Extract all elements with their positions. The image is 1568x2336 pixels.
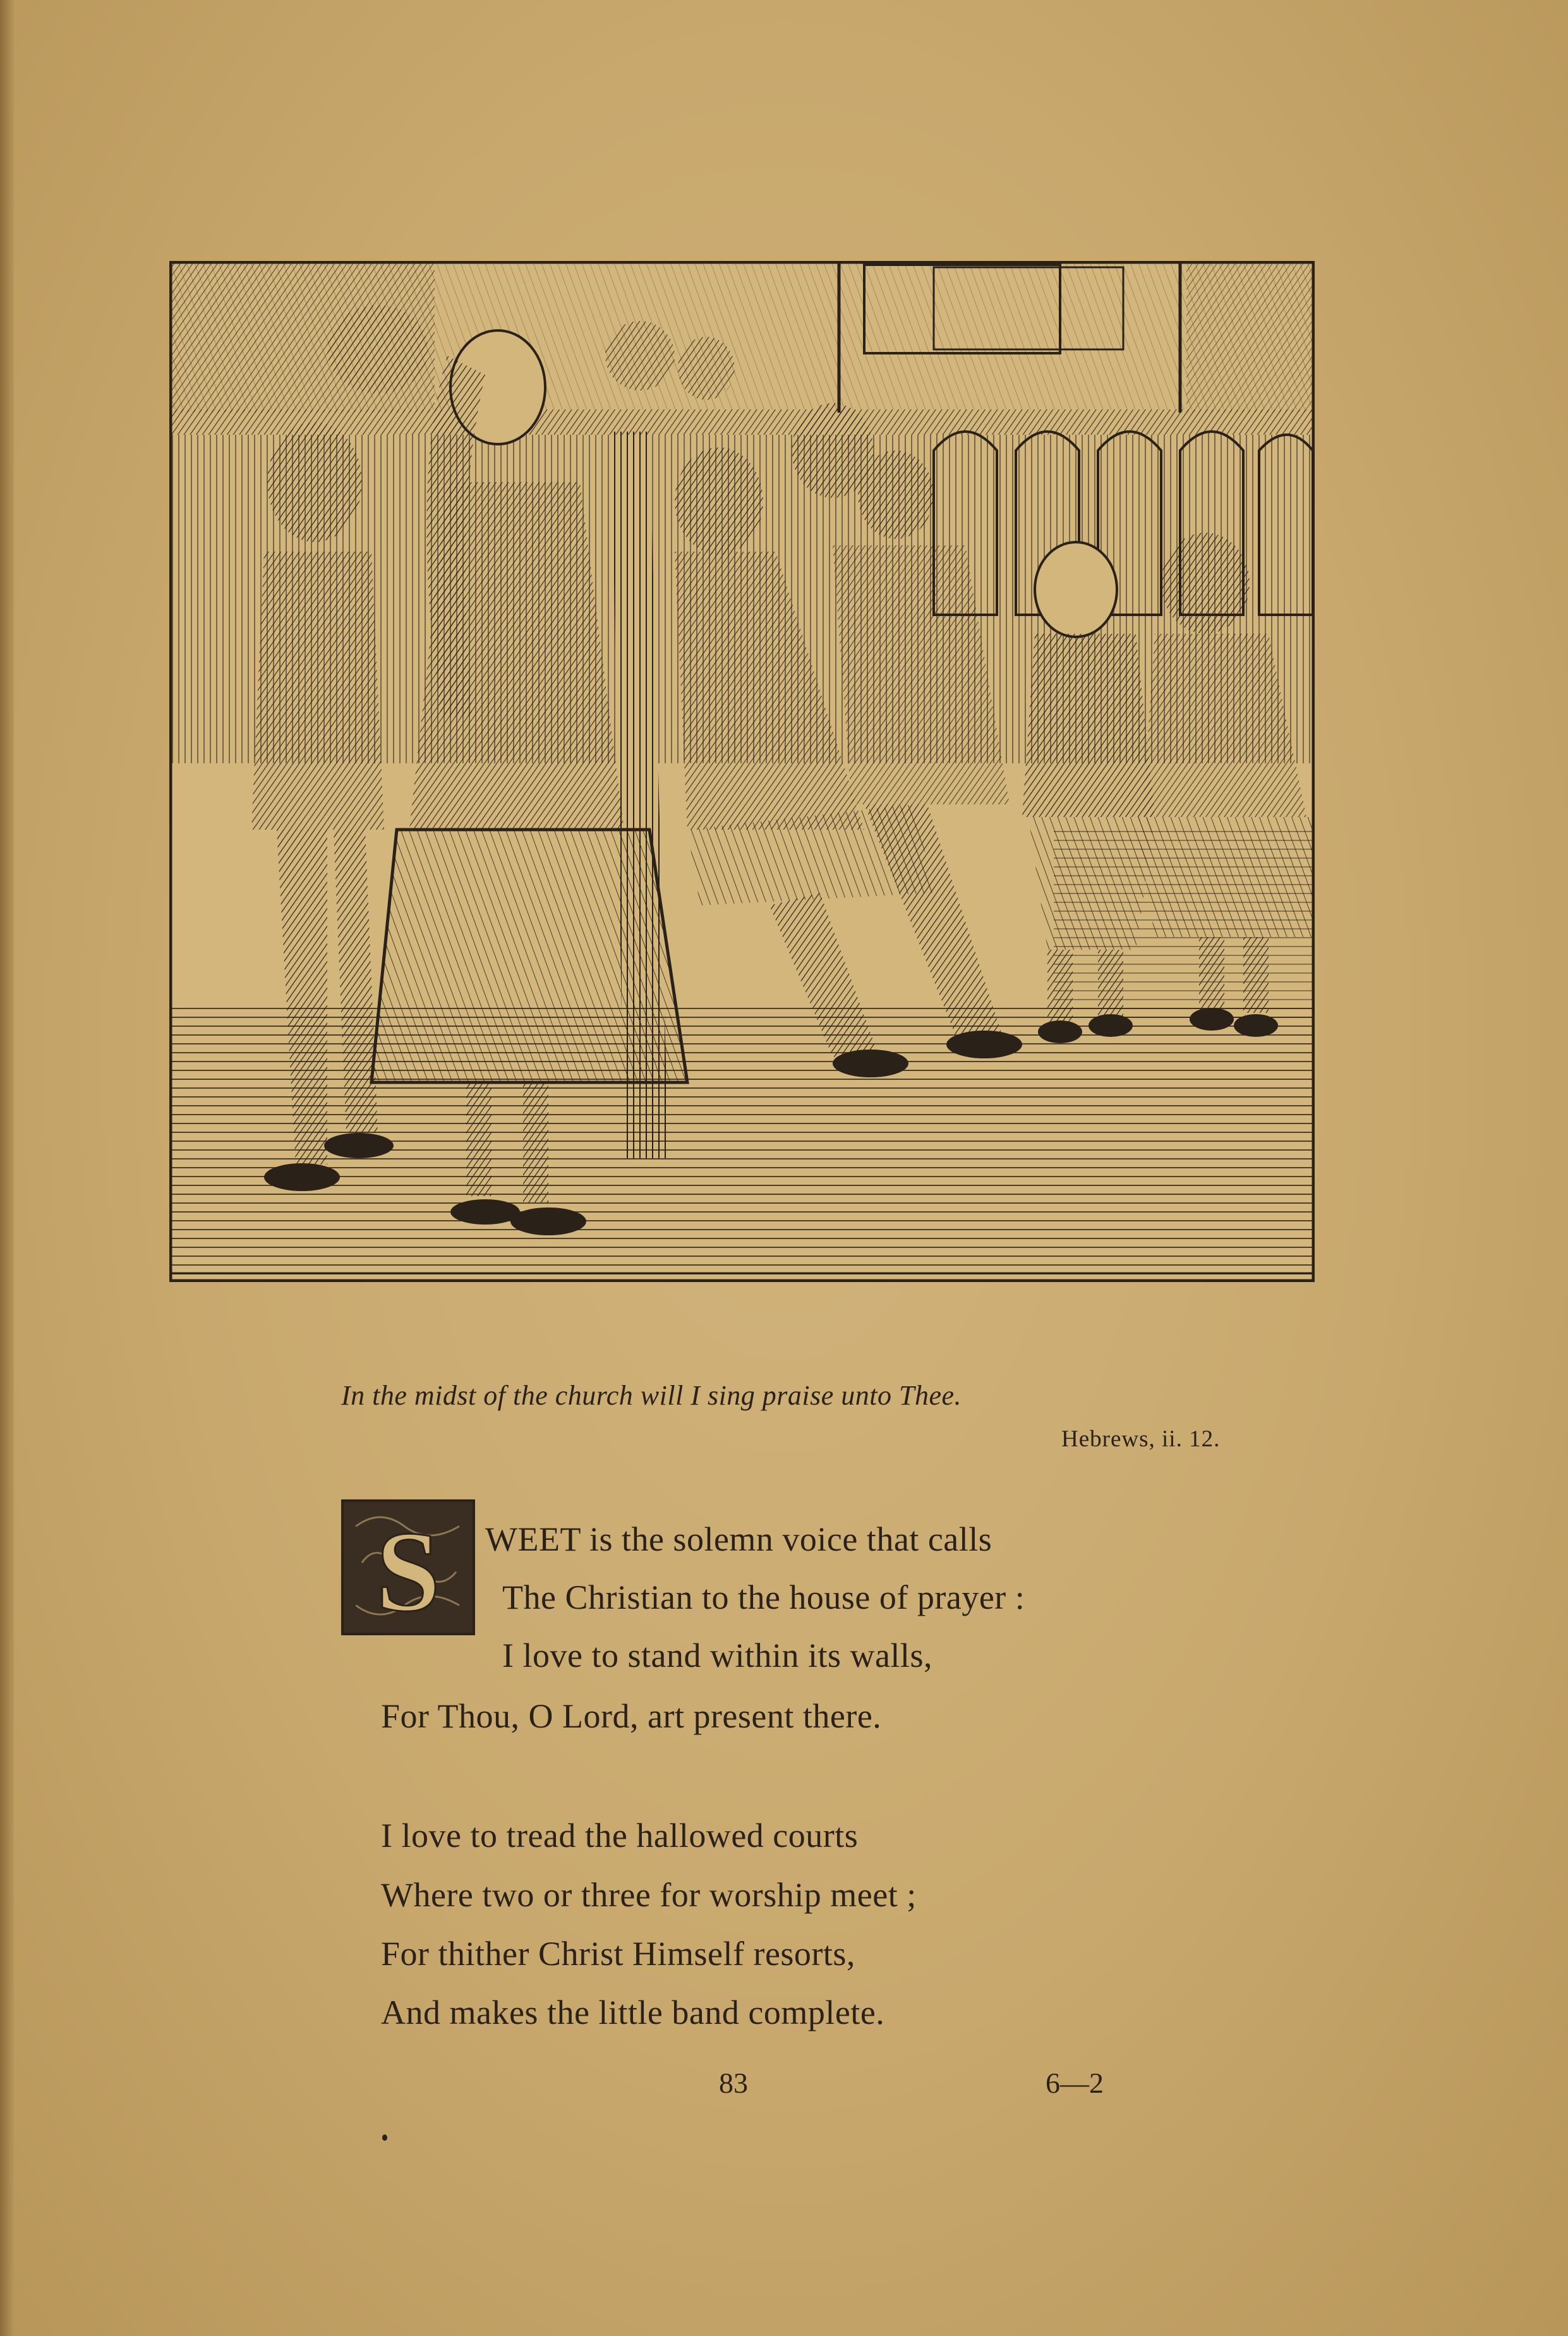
verse-line: For Thou, O Lord, art present there. — [381, 1697, 882, 1735]
ornamental-drop-cap — [341, 1499, 475, 1635]
scripture-citation: Hebrews, ii. 12. — [1061, 1426, 1221, 1452]
page-edge — [0, 0, 14, 2336]
verse-line: WEET is the solemn voice that calls — [485, 1520, 992, 1558]
verse-line: Where two or three for worship meet ; — [381, 1876, 917, 1914]
verse-line: I love to stand within its walls, — [502, 1637, 932, 1674]
verse-line: For thither Christ Himself resorts, — [381, 1935, 855, 1973]
verse-line: I love to tread the hallowed courts — [381, 1817, 859, 1855]
verse-line: The Christian to the house of prayer : — [502, 1578, 1025, 1616]
church-engraving-illustration — [169, 261, 1315, 1282]
printer-signature-mark: 6—2 — [1046, 2067, 1104, 2099]
verse-line: And makes the little band complete. — [381, 1994, 885, 2031]
drop-cap-letter: S — [376, 1507, 440, 1633]
ink-speck — [382, 2134, 387, 2141]
page-number: 83 — [719, 2067, 748, 2099]
illustration-caption: In the midst of the church will I sing praise unto Thee. — [341, 1380, 962, 1411]
